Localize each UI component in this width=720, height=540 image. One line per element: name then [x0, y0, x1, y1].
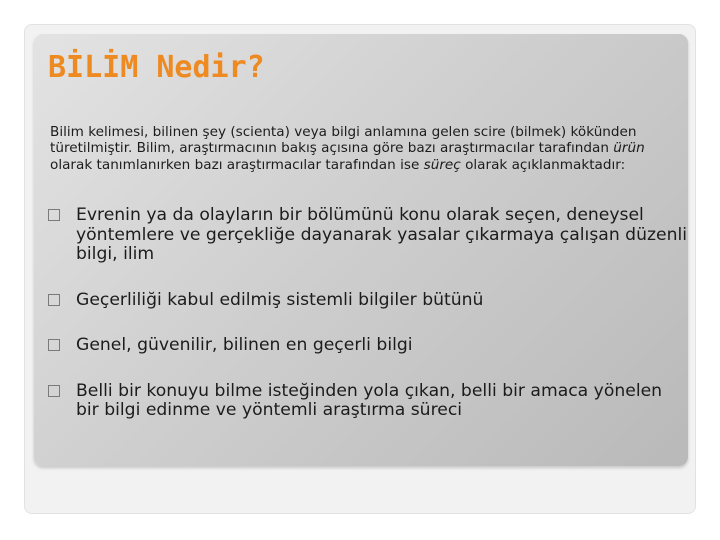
square-bullet-icon — [48, 339, 60, 351]
square-bullet-icon — [48, 385, 60, 397]
list-item-text: Evrenin ya da olayların bir bölümünü konu olarak seçen, deneysel yöntemlere ve gerçekliğe dayanarak yasalar çıkarmaya çalışan düzenli bilgi, ilim — [76, 205, 688, 264]
list-item — [48, 382, 688, 421]
list-item — [48, 291, 688, 311]
list-item-text: Belli bir konuyu bilme isteğinden yola çıkan, belli bir amaca yönelen bir bilgi edinme ve yöntemli araştırma süreci — [76, 380, 663, 420]
list-item-text: Genel, güvenilir, bilinen en geçerli bilgi — [76, 335, 413, 355]
square-bullet-icon — [48, 294, 60, 306]
list-item — [48, 206, 688, 265]
intro-emphasis-urun: ürün — [613, 140, 645, 157]
intro-text-part-2: olarak tanımlanırken bazı araştırmacılar tarafından ise — [50, 156, 424, 173]
intro-paragraph — [50, 124, 670, 173]
intro-text-part-1: Bilim kelimesi, bilinen şey (scienta) veya bilgi anlamına gelen scire (bilmek) kökünden türetilmiştir. Bilim, araştırmacının bakış açısına göre bazı araştırmacılar tarafından — [50, 124, 637, 157]
list-item-text: Geçerliliği kabul edilmiş sistemli bilgiler bütünü — [76, 289, 484, 310]
square-bullet-icon — [48, 209, 60, 221]
list-item — [48, 336, 688, 356]
intro-emphasis-surec: süreç — [423, 156, 461, 173]
definition-list — [48, 206, 688, 421]
slide-title: BİLİM Nedir? — [48, 50, 265, 85]
intro-text-part-3: olarak açıklanmaktadır: — [460, 156, 626, 173]
